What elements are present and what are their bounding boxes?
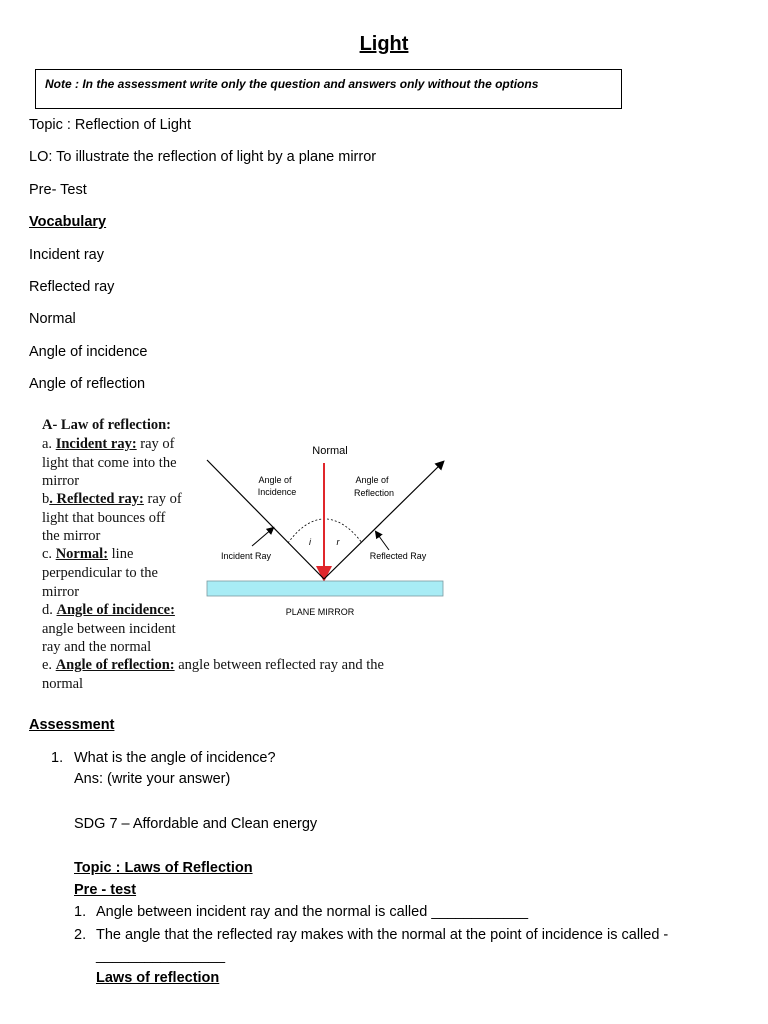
angle-reflection-label-2: Reflection [353, 488, 395, 498]
law-a-term: Incident ray: [55, 436, 137, 452]
law-e-line2: normal [42, 676, 84, 692]
normal-label: Normal [312, 445, 348, 457]
pretest-heading: Pre - test [74, 882, 137, 898]
page-title: Light [359, 33, 409, 55]
q1-answer: Ans: (write your answer) [74, 771, 231, 787]
angle-incidence-label-1: Angle of [258, 475, 292, 485]
law-e-term: Angle of reflection: [55, 657, 175, 673]
law-c-def: line [108, 546, 134, 562]
vocab-item: Angle of incidence [29, 344, 148, 360]
law-c-prefix: c. [42, 546, 56, 562]
law-e-line1 [42, 657, 384, 674]
law-d-line3: ray and the normal [42, 639, 152, 655]
p1-text: Angle between incident ray and the normal is called ____________ [96, 904, 529, 920]
vocab-item: Reflected ray [29, 279, 115, 295]
plane-mirror [207, 581, 443, 596]
law-b-prefix: b [42, 491, 50, 507]
angle-i-symbol: i [309, 537, 311, 547]
law-c-term: Normal: [55, 546, 109, 562]
incident-ray-label: Incident Ray [220, 551, 272, 561]
reflection-diagram [200, 435, 455, 625]
incident-arrow [252, 528, 273, 546]
angle-incidence-label-2: Incidence [257, 487, 297, 497]
p2-text: The angle that the reflected ray makes with the normal at the point of incidence is called - [96, 927, 669, 943]
law-c-line3: mirror [42, 584, 80, 600]
topic-line: Topic : Reflection of Light [29, 117, 192, 133]
q1-number: 1. [51, 750, 64, 766]
law-d-prefix: d. [42, 602, 57, 618]
lo-line: LO: To illustrate the reflection of light by a plane mirror [29, 149, 377, 165]
law-e-prefix: e. [42, 657, 56, 673]
laws-of-reflection-heading: Laws of reflection [96, 970, 220, 986]
law-c-line1 [42, 546, 133, 563]
law-a-line3: mirror [42, 473, 80, 489]
law-b-line1 [42, 491, 182, 508]
q1-text: What is the angle of incidence? [74, 750, 276, 766]
law-a-line1 [42, 436, 175, 453]
law-b-line3: the mirror [42, 528, 101, 544]
law-b-def: ray of [143, 491, 182, 507]
note-text: Note : In the assessment write only the question and answers only without the options [45, 77, 539, 91]
law-b-term: . Reflected ray: [49, 491, 144, 507]
law-c-line2: perpendicular to the [42, 565, 158, 581]
angle-reflection-label-1: Angle of [355, 475, 389, 485]
law-b-line2: light that bounces off [42, 510, 166, 526]
assessment-heading: Assessment [29, 717, 115, 733]
reflected-arrow [376, 532, 389, 550]
law-e-def: angle between reflected ray and the [174, 657, 384, 673]
laws-topic-heading: Topic : Laws of Reflection [74, 860, 253, 876]
law-a-def: ray of [136, 436, 175, 452]
vocab-item: Incident ray [29, 247, 104, 263]
p2-number: 2. [74, 927, 87, 943]
vocab-item: Angle of reflection [29, 376, 146, 392]
pretest-label: Pre- Test [29, 182, 87, 198]
reflected-ray-label: Reflected Ray [369, 551, 427, 561]
angle-i-arc [288, 519, 322, 543]
law-d-term: Angle of incidence: [56, 602, 175, 618]
law-d-line1 [42, 602, 175, 619]
law-d-line2: angle between incident [42, 621, 176, 637]
p1-number: 1. [74, 904, 87, 920]
law-heading: A- Law of reflection: [42, 417, 171, 433]
angle-r-symbol: r [336, 537, 340, 547]
plane-mirror-label: PLANE MIRROR [285, 607, 355, 617]
sdg-line: SDG 7 – Affordable and Clean energy [74, 816, 318, 832]
vocab-item: Normal [29, 311, 76, 327]
law-a-line2: light that come into the [42, 455, 177, 471]
law-a-prefix: a. [42, 436, 56, 452]
angle-r-arc [327, 519, 362, 543]
p2-blank: ________________ [96, 948, 226, 964]
vocabulary-heading: Vocabulary [29, 214, 107, 230]
